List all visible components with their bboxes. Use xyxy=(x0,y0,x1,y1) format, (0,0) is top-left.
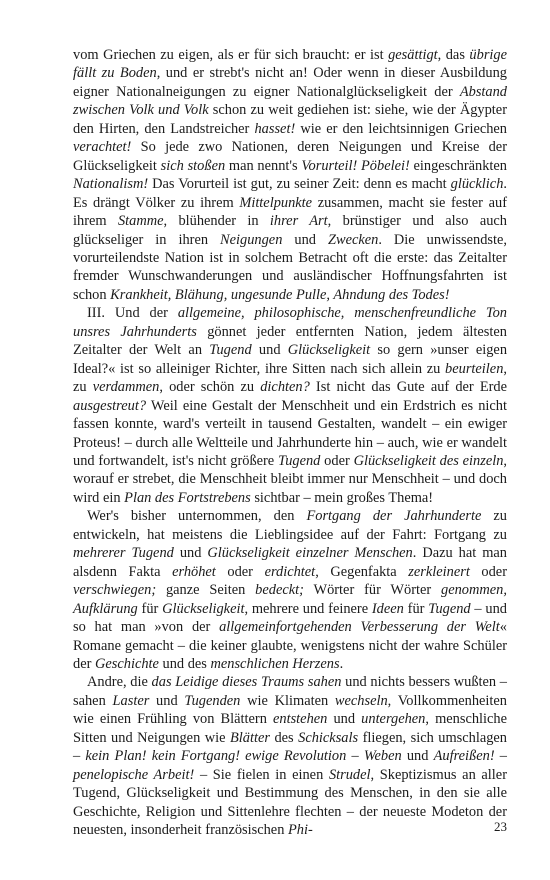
text-run: Das Vorurteil ist gut, zu seiner Zeit: denn es macht xyxy=(148,176,451,193)
text-run: man nennt's xyxy=(225,157,302,174)
italic-run: kein Plan! kein Fortgang! ewige Revolution – Weben xyxy=(85,748,402,765)
text-run: und xyxy=(401,748,434,765)
text-run: zusammen, macht sie fester auf ihrem xyxy=(73,194,507,230)
text-run: des xyxy=(269,729,299,746)
text-run: gönnet jeder entfernten Nation, jedem ältesten Zeitalter der Welt an xyxy=(73,323,507,359)
text-run: schon zu weit gediehen ist: siehe, wie der Ägypter den Hirten, den Landstreicher xyxy=(73,102,507,137)
text-run: , Gegenfakta xyxy=(315,563,409,580)
italic-run: beurteilen xyxy=(445,360,504,377)
text-run: , menschliche Sitten und Neigungen wie xyxy=(73,711,508,746)
text-run: fliegen, sich umschlagen – xyxy=(73,729,507,765)
text-run: , blühender in xyxy=(163,213,270,230)
italic-run: Vorurteil! Pöbelei! xyxy=(301,157,410,174)
italic-run: Zwecken xyxy=(327,231,379,248)
italic-run: Abstand zwischen Volk und Volk xyxy=(73,83,507,119)
italic-run: Glückseligkeit des einzeln xyxy=(353,452,504,469)
italic-run: Tugend xyxy=(428,600,471,617)
text-run: Andre, die xyxy=(87,674,152,691)
text-run: , worauf er strebet, die Menschheit bleibt immer nur Menschheit – und doch wird ein xyxy=(73,452,508,506)
italic-run: zerkleinert xyxy=(408,563,470,580)
italic-run: genommen, Aufklärung xyxy=(73,582,507,617)
italic-run: Tugend xyxy=(209,342,252,359)
text-run: , zu xyxy=(73,360,507,396)
italic-run: mehrerer Tugend xyxy=(73,545,174,562)
text-run: So jede zwo Nationen, deren Neigungen und Kreise der Glückseligkeit xyxy=(73,139,507,174)
italic-run: sich stoßen xyxy=(160,157,226,174)
paragraph xyxy=(73,46,507,304)
body-text xyxy=(73,46,507,839)
text-run: wie er den leichtsinnigen Griechen xyxy=(295,120,507,137)
text-run: so gern »unser eigen Ideal?« ist so alleiniger Richter, ihre Sitten nach sich allein zu xyxy=(73,342,508,377)
italic-run: wechseln xyxy=(334,692,388,709)
italic-run: Glückseligkeit einzelner Menschen xyxy=(207,545,413,562)
text-run: , Skeptizismus an aller Tugend, Glückseligkeit und Bestimmung des Menschen, in den sie alle Geschichte, Religion und Sittenlehre flechten – der neueste Modeton der neuesten, insonderheit französischen xyxy=(73,766,507,839)
text-run: oder xyxy=(469,563,507,580)
italic-run: Phi- xyxy=(288,822,313,839)
italic-run: verdammen xyxy=(92,379,160,396)
italic-run: allgemeine, philosophische, menschenfreundliche Ton unsres Jahrhunderts xyxy=(73,305,507,340)
italic-run: menschlichen Herzens xyxy=(210,655,340,672)
text-run: eingeschränkten xyxy=(409,157,507,174)
italic-run: übrige fällt zu Boden xyxy=(73,47,507,82)
italic-run: verachtet! xyxy=(73,139,132,156)
text-run: , brünstiger und also auch glückseliger in ihren xyxy=(73,213,507,248)
italic-run: Aufreißen! – penelopische Arbeit! xyxy=(73,748,508,783)
text-run: – und so hat man »von der xyxy=(73,600,507,636)
italic-run: Nationalism! xyxy=(73,176,149,193)
text-run: oder xyxy=(320,452,354,469)
italic-run: allgemeinfortgehenden Verbesserung der Welt xyxy=(219,619,500,636)
italic-run: glücklich xyxy=(450,176,504,193)
text-run: , das xyxy=(437,47,470,63)
text-run: Wer's bisher unternommen, den xyxy=(87,508,307,525)
text-run: , Vollkommenheiten wie einen Frühling von Blättern xyxy=(73,692,508,728)
italic-run: Glückseligkeit xyxy=(162,600,245,617)
italic-run: ausgestreut? xyxy=(73,397,147,414)
italic-run: bedeckt; xyxy=(255,582,304,599)
italic-run: erdichtet xyxy=(264,563,316,580)
paragraph xyxy=(73,673,507,839)
italic-run: Fortgang der Jahrhunderte xyxy=(306,508,482,525)
text-run: und des xyxy=(158,655,211,672)
text-run: oder xyxy=(215,563,265,580)
text-run: III. Und der xyxy=(87,305,178,322)
text-run: Wörter für Wörter xyxy=(303,582,442,599)
text-run: und xyxy=(173,545,208,562)
paragraph xyxy=(73,304,507,507)
italic-run: Stamme xyxy=(117,213,164,230)
text-run: , oder schön zu xyxy=(159,379,261,396)
italic-run: Mittelpunkte xyxy=(239,194,313,211)
text-run: und xyxy=(327,711,362,728)
text-run: ganze Seiten xyxy=(156,582,256,599)
italic-run: Geschichte xyxy=(94,655,159,672)
italic-run: verschwiegen; xyxy=(73,582,157,599)
text-run: . Es drängt Völker zu ihrem xyxy=(73,176,507,211)
text-run: für xyxy=(403,600,429,617)
text-run: wie Klimaten xyxy=(240,692,335,709)
italic-run: dichten? xyxy=(260,379,310,396)
page-number: 23 xyxy=(494,819,507,834)
italic-run: gesättigt xyxy=(388,47,438,63)
italic-run: hasset! xyxy=(254,120,296,137)
italic-run: Tugend xyxy=(278,452,321,469)
italic-run: entstehen xyxy=(273,711,328,728)
text-run: . xyxy=(339,655,344,672)
text-run: vom Griechen zu eigen, als er für sich braucht: er ist xyxy=(73,47,389,63)
italic-run: Laster xyxy=(112,692,150,709)
paragraph xyxy=(73,507,507,673)
text-run: . Dazu hat man alsdenn Fakta xyxy=(73,545,507,580)
text-run: Ist nicht das Gute auf der Erde xyxy=(309,379,508,396)
text-run: und nichts bessers wußten – sahen xyxy=(73,674,508,709)
italic-run: Schicksals xyxy=(298,729,359,746)
italic-run: ihrer Art xyxy=(269,213,328,230)
text-run: für xyxy=(137,600,163,617)
text-run: sichtbar – mein großes Thema! xyxy=(250,489,434,506)
italic-run: Glückseligkeit xyxy=(287,342,371,359)
italic-run: Neigungen xyxy=(220,231,283,248)
text-run: « Romane gemacht – die keiner glaubte, wenigstens nicht der wahre Schüler der xyxy=(73,619,507,672)
text-run: . Die unwissendste, vorurteilendste Nation ist in solchem Betracht oft die erste: das Zeitalter fremder Wunschwanderungen und ausländischer Hoffnungsfahrten ist schon xyxy=(73,231,508,303)
text-run: Weil eine Gestalt der Menschheit und ein Erdstrich es nicht fassen konnte, ward's verteilt in tausend Gestalten, wandelt – ein ewiger Proteus! – durch alle Weltteile und Jahrhunderte hin – auch, wie er wandelt und fortwandelt, ist's nicht größere xyxy=(73,397,507,469)
italic-run: Blätter xyxy=(230,729,270,746)
italic-run: Ideen xyxy=(371,600,404,617)
text-run: , mehrere und feinere xyxy=(244,600,372,617)
italic-run: Plan des Fortstrebens xyxy=(124,489,251,506)
italic-run: Strudel xyxy=(328,766,371,783)
text-run: zu entwickeln, hat meistens die Lieblingsidee auf der Fahrt: Fortgang zu xyxy=(73,508,507,543)
italic-run: erhöhet xyxy=(172,563,216,580)
italic-run: das Leidige dieses Traums sahen xyxy=(151,674,342,691)
italic-run: Krankheit, Blähung, ungesunde Pulle, Ahndung des Todes! xyxy=(110,286,450,303)
text-run: und xyxy=(149,692,185,709)
text-run: , und er strebt's nicht an! Oder wenn in dieser Ausbildung eigner Nationalneigungen zu eigner Nationalglückseligkeit der xyxy=(73,65,507,100)
italic-run: Tugenden xyxy=(184,692,241,709)
text-run: und xyxy=(282,231,328,248)
text-run: und xyxy=(251,342,288,359)
text-run: – Sie fielen in einen xyxy=(194,766,329,783)
italic-run: untergehen xyxy=(361,711,426,728)
